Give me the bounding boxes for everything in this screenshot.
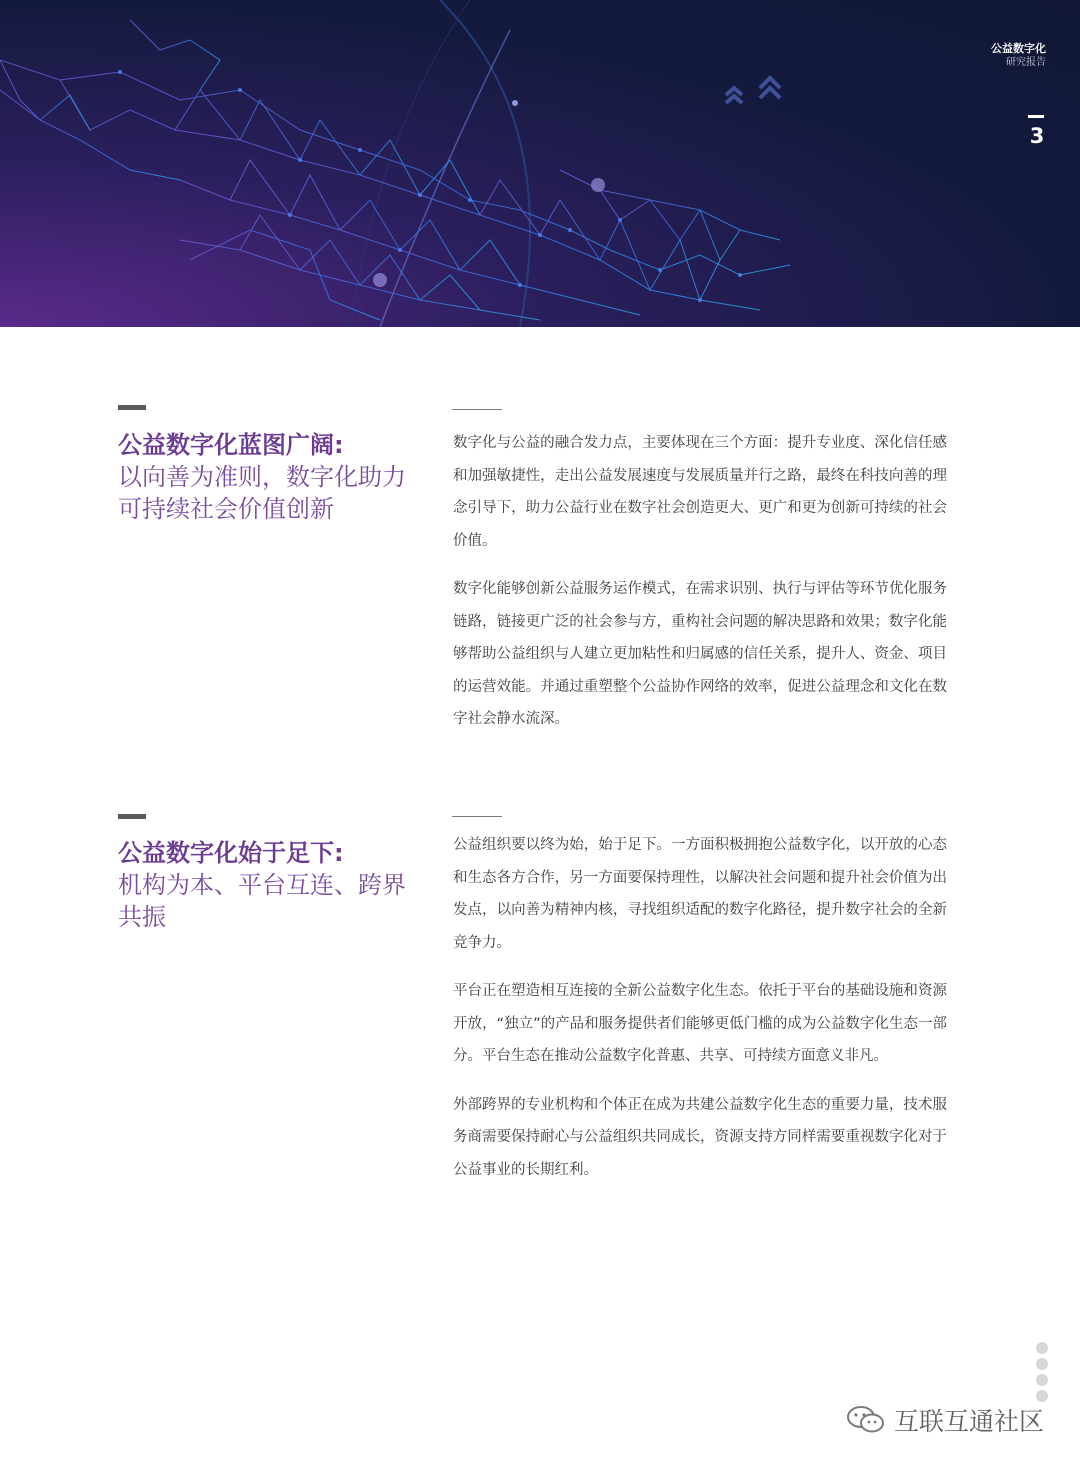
wechat-icon [846,1404,886,1436]
section-1-heading-subtitle: 以向善为准则，数字化助力可持续社会价值创新 [118,463,406,523]
section-2-paragraph-1: 公益组织要以终为始，始于足下。一方面积极拥抱公益数字化，以开放的心态和生态各方合作，另一方面要保持理性，以解决社会问题和提升社会价值为出发点，以向善为精神内核，寻找组织适配的数字化路径，提升数字社会的全新竞争力。 [453,837,947,951]
section-2-divider [452,816,502,817]
section-2-heading [118,837,428,933]
section-1-body [453,427,947,752]
report-title-line1: 公益数字化 [991,42,1046,55]
report-title-line2: 研究报告 [1006,57,1046,68]
section-1-marker [118,405,146,410]
section-1-heading [118,429,428,525]
watermark [846,1402,1044,1438]
section-2-marker [118,814,146,819]
decorative-dots [1036,1342,1050,1406]
section-2-paragraph-2: 平台正在塑造相互连接的全新公益数字化生态。依托于平台的基础设施和资源开放，“独立”的产品和服务提供者们能够更低门槛的成为公益数字化生态一部分。平台生态在推动公益数字化普惠、共享、可持续方面意义非凡。 [453,983,947,1064]
header-banner [0,0,1080,327]
watermark-text: 互联互通社区 [893,1407,1044,1436]
report-title [991,42,1046,70]
section-2-heading-subtitle: 机构为本、平台互连、跨界共振 [118,871,406,931]
section-1-divider [452,409,502,410]
section-1-heading-title: 公益数字化蓝图广阔: [118,431,344,459]
page-number-dash [1028,115,1044,118]
section-1-paragraph-1: 数字化与公益的融合发力点，主要体现在三个方面：提升专业度、深化信任感和加强敏捷性，走出公益发展速度与发展质量并行之路，最终在科技向善的理念引导下，助力公益行业在数字社会创造更大、更广和更为创新可持续的社会价值。 [453,435,947,549]
digital-hand-illustration [0,0,1080,327]
section-2-paragraph-3: 外部跨界的专业机构和个体正在成为共建公益数字化生态的重要力量，技术服务商需要保持耐心与公益组织共同成长，资源支持方同样需要重视数字化对于公益事业的长期红利。 [453,1096,947,1178]
section-2-body [453,829,947,1202]
section-1-paragraph-2: 数字化能够创新公益服务运作模式，在需求识别、执行与评估等环节优化服务链路，链接更广泛的社会参与方，重构社会问题的解决思路和效果；数字化能够帮助公益组织与人建立更加粘性和归属感的信任关系，提升人、资金、项目的运营效能。并通过重塑整个公益协作网络的效率，促进公益理念和文化在数字社会静水流深。 [453,581,947,727]
section-2-heading-title: 公益数字化始于足下: [118,839,344,867]
page-number: 3 [1029,124,1045,148]
